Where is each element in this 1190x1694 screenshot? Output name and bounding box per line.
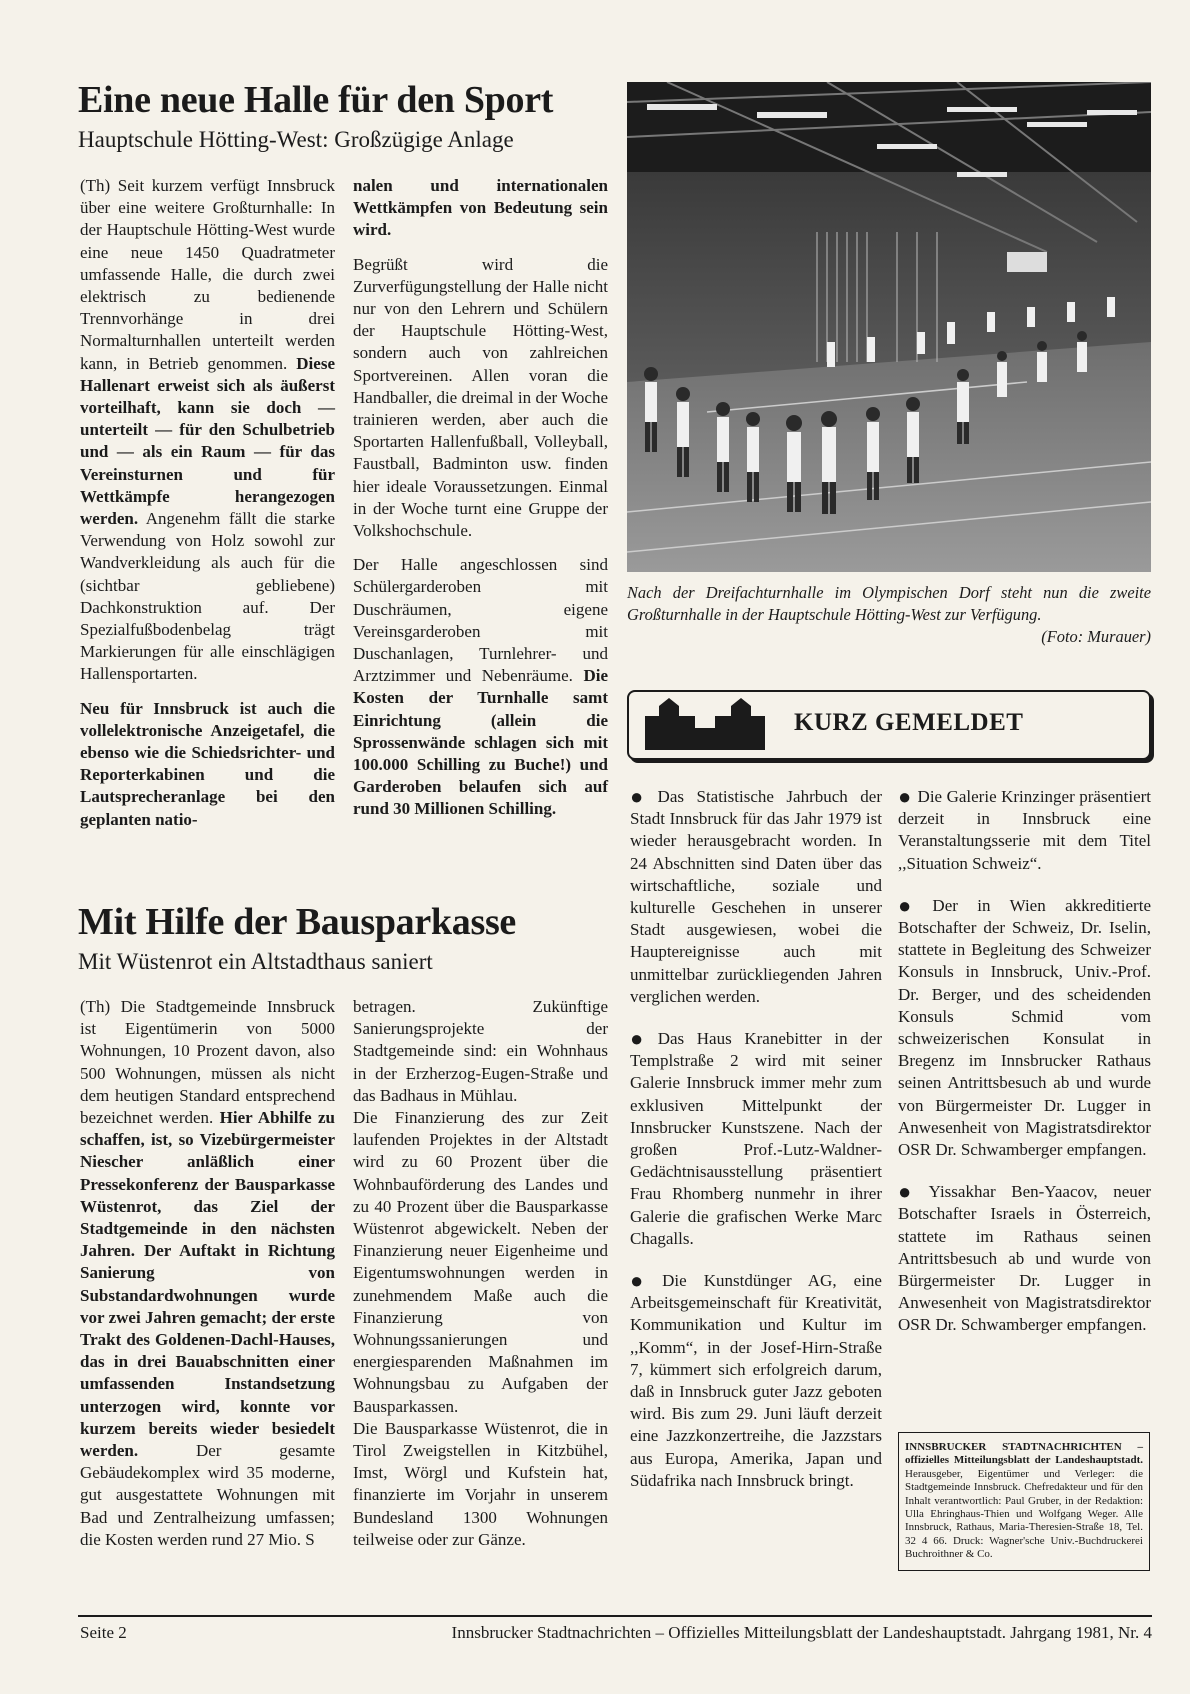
photo-caption bbox=[627, 582, 1151, 648]
article1-bold-text: nalen und internationalen Wettkämpfen von Bedeutung sein wird. bbox=[353, 176, 608, 240]
bullet-icon: ● bbox=[630, 1268, 657, 1294]
scoreboard-icon bbox=[1007, 252, 1047, 272]
article2-column-1 bbox=[80, 996, 335, 1563]
news-item-text: Das Haus Kranebitter in der Templstraße 2 wird mit seiner Galerie Innsbruck immer mehr zum exklusiven Mittelpunkt der Innsbrucker Kunstszene. Nach der großen Prof.-Lutz-Waldner-Gedächtnisausstellung präsentiert Frau Rhomberg nunmehr in ihrer Galerie die grafischen Werke Marc Chagalls. bbox=[630, 1029, 882, 1248]
article1-paragraph: Begrüßt wird die Zurverfügungstellung der Halle nicht nur von den Lehrern und Schülern der Hauptschule Hötting-West, sondern auch von zahlreichen Sportvereinen. Allen voran die Handballer, die dreimal in der Woche trainieren werden, aber auch die Sportarten Hallenfußball, Volleyball, Faustball, Badminton usw. finden hier ideale Voraussetzungen. Einmal in der Woche turnt eine Gruppe der Volkshochschule. bbox=[353, 254, 608, 541]
news-item-text: Die Galerie Krinzinger präsentiert derzeit in Innsbruck eine Veranstaltungsserie mit dem Titel ,,Situation Schweiz“. bbox=[898, 787, 1151, 873]
impressum-title: INNSBRUCKER STADTNACHRICHTEN – offizielles Mitteilungsblatt der Landeshauptstadt. bbox=[905, 1441, 1143, 1467]
article1-header bbox=[78, 78, 638, 154]
footer-masthead: Innsbrucker Stadtnachrichten – Offizielles Mitteilungsblatt der Landeshauptstadt. Jahrgang 1981, Nr. 4 bbox=[451, 1623, 1152, 1642]
article2-paragraph: Die Finanzierung des zur Zeit laufenden Projektes in der Altstadt wird zu 60 Prozent über die Wohnbauförderung des Landes und zu 40 Prozent über die Bausparkasse Wüstenrot abgewickelt. Neben der Finanzierung neuer Eigenheime und Eigentumswohnungen werden in zunehmendem Maße auch die Finanzierung von Wohnungssanierungen und energiesparenden Maßnahmen im Wohnungsbau zu Aufgaben der Bausparkassen. bbox=[353, 1108, 608, 1416]
news-item-text: Yissakhar Ben-Yaacov, neuer Botschafter Israels in Österreich, stattete im Rathaus seinen Antrittsbesuch ab und wurde von Bürgermeister Dr. Lugger in Anwesenheit von Magistratsdirektor OSR Dr. Schwamberger empfangen. bbox=[898, 1182, 1151, 1335]
article1-paragraph bbox=[80, 175, 335, 686]
article1-column-1 bbox=[80, 175, 335, 843]
article2-paragraph: Die Bausparkasse Wüstenrot, die in Tirol Zweigstellen in Kitzbühel, Imst, Wörgl und Kufstein hat, finanzierte im Vorjahr in unserem Bundesland 1300 Wohnungen teilweise oder zur Gänze. bbox=[353, 1418, 608, 1549]
impressum-box bbox=[898, 1432, 1150, 1571]
photo-caption-text: Nach der Dreifachturnhalle im Olympischen Dorf steht nun die zweite Großturnhalle in der Hauptschule Hötting-West zur Verfügung. bbox=[627, 583, 1151, 624]
article2-paragraph bbox=[80, 996, 335, 1551]
bullet-icon: ● bbox=[898, 1179, 923, 1205]
kurz-column-right bbox=[898, 786, 1151, 1357]
article1-bold-text: Die Kosten der Turnhalle samt Einrichtung (allein die Sprossenwände schlagen sich mit 100.000 Schilling zu Buche!) und Garderoben belaufen sich auf rund 30 Millionen Schilling. bbox=[353, 666, 608, 819]
article1-paragraph bbox=[80, 698, 335, 831]
bullet-icon: ● bbox=[898, 784, 912, 809]
gym-photo bbox=[627, 82, 1151, 572]
article1-bold-text: Diese Hallenart erweist sich als äußerst vorteilhaft, kann sie doch — unterteilt — für den Schulbetrieb und — als ein Raum — für das Vereinsturnen und für Wettkämpfe herangezogen werden. bbox=[80, 353, 335, 529]
news-item bbox=[898, 1181, 1151, 1336]
news-item-text: Die Kunstdünger AG, eine Arbeitsgemeinschaft für Kreativität, Kommunikation und Kultur im ,,Komm“, in der Josef-Hirn-Straße 7, kümmert sich erfolgreich darum, daß in Innsbruck guter Jazz geboten wird. Bis zum 29. Juni läuft derzeit eine Jazzkonzertreihe, die Jazzstars aus Europa, Amerika, Japan und Südafrika nach Innsbruck bringt. bbox=[630, 1271, 882, 1490]
article2-text: (Th) Die Stadtgemeinde Innsbruck ist Eigentümerin von 5000 Wohnungen, 10 Prozent davon, also 500 Wohnungen, müssen als nicht dem heutigen Standard entsprechend bezeichnet werden. bbox=[80, 997, 335, 1128]
footer-rule bbox=[78, 1615, 1152, 1617]
article2-text: Der gesamte Gebäudekomplex wird 35 moderne, gut ausgestattete Wohnungen mit Bad und Zentralheizung umfassen; die Kosten werden rund 27 Mio. S bbox=[80, 1441, 336, 1549]
article2-bold-text: Hier Abhilfe zu schaffen, ist, so Vizebürgermeister Niescher anläßlich einer Pressekonferenz der Bausparkasse Wüstenrot, das Ziel der Stadtgemeinde in den nächsten Jahren. Der Auftakt in Richtung Sanierung von Substandardwohnungen wurde vor zwei Jahren gemacht; der erste Trakt des Goldenen-Dachl-Hauses, das in drei Bauabschnitten einer umfassenden Instandsetzung unterzogen wird, konnte vor kurzem bereits wieder besiedelt werden. bbox=[80, 1108, 336, 1461]
news-item bbox=[898, 892, 1151, 1161]
article2-paragraph: betragen. Zukünftige Sanierungsprojekte der Stadtgemeinde sind: ein Wohnhaus in der Erzherzog-Eugen-Straße und das Badhaus in Mühlau. bbox=[353, 997, 608, 1105]
news-item bbox=[630, 1270, 882, 1492]
news-item bbox=[630, 1028, 882, 1250]
news-item-text: Der in Wien akkreditierte Botschafter der Schweiz, Dr. Iselin, stattete in Begleitung des Schweizer Konsuls in Innsbruck, Univ.-Prof. Dr. Berger, und des scheidenden Konsuls Schmid vom schweizerischen Konsulat in Bregenz im Innsbrucker Rathaus seinen Antrittsbesuch ab und wurde von Bürgermeister Dr. Lugger in Anwesenheit von Magistratsdirektor OSR Dr. Schwamberger empfangen. bbox=[898, 895, 1151, 1160]
article1-text: Angenehm fällt die starke Verwendung von Holz sowohl zur Wandverkleidung als auch für die (sichtbar gebliebene) Dachkonstruktion auf. Der Spezialfußbodenbelag trägt Markierungen für alle einschlägigen Hallensportarten. bbox=[80, 509, 336, 684]
article1-paragraph bbox=[353, 175, 608, 242]
bullet-icon: ● bbox=[630, 784, 652, 809]
kurz-gemeldet-header bbox=[627, 690, 1151, 760]
article1-text: (Th) Seit kurzem verfügt Innsbruck über eine weitere Großturnhalle: In der Hauptschule Hötting-West wurde eine neue 1450 Quadratmeter umfassende Halle, die durch zwei elektrisch zu bedienende Trennvorhänge in drei Normalturnhallen unterteilt werden kann, in Betrieb genommen. bbox=[80, 176, 335, 373]
article1-column-2 bbox=[353, 175, 608, 833]
article1-subtitle: Hauptschule Hötting-West: Großzügige Anlage bbox=[78, 127, 514, 152]
article2-title: Mit Hilfe der Bausparkasse bbox=[78, 901, 516, 943]
impressum-text: Herausgeber, Eigentümer und Verleger: die Stadtgemeinde Innsbruck. Chefredakteur und für den Inhalt verantwortlich: Paul Gruber, in der Redaktion: Ulla Ehringhaus-Thien und Wolfgang Weger. Alle Innsbruck, Rathaus, Maria-Theresien-Straße 18, Tel. 32 4 66. Druck: Wagner'sche Univ.-Buchdruckerei Buchroithner & Co. bbox=[905, 1467, 1143, 1561]
article2-subtitle: Mit Wüstenrot ein Altstadthaus saniert bbox=[78, 949, 433, 974]
kurz-column-left bbox=[630, 786, 882, 1512]
article1-text: Der Halle angeschlossen sind Schülergarderoben mit Duschräumen, eigene Vereinsgarderoben mit Duschanlagen, Turnlehrer- und Arztzimmer und Nebenräume. bbox=[353, 555, 608, 686]
bullet-icon: ● bbox=[630, 1026, 652, 1052]
news-item-text: Das Statistische Jahrbuch der Stadt Innsbruck für das Jahr 1979 ist wieder herausgebracht worden. In 24 Abschnitten sind Daten über das wirtschaftliche, soziale und kulturelle Geschehen in unserer Stadt ausgewiesen, wobei die Hauptereignisse auch mit unmittelbar zurückliegenden Jahren verglichen werden. bbox=[630, 787, 882, 1006]
photo-credit: (Foto: Murauer) bbox=[1041, 627, 1151, 646]
news-logo-icon bbox=[645, 698, 765, 750]
bullet-icon: ● bbox=[898, 892, 927, 918]
article1-paragraph bbox=[353, 554, 608, 820]
article2-header bbox=[78, 900, 638, 976]
news-item bbox=[630, 786, 882, 1008]
gym-photo-illustration bbox=[627, 82, 1151, 572]
news-item bbox=[898, 786, 1151, 875]
article1-bold-text: Neu für Innsbruck ist auch die vollelektronische Anzeigetafel, die ebenso wie die Schiedsrichter- und Reporterkabinen und die Lautsprecheranlage bei den geplanten natio- bbox=[80, 698, 335, 829]
article2-column-2 bbox=[353, 996, 608, 1563]
article1-title: Eine neue Halle für den Sport bbox=[78, 79, 554, 121]
kurz-gemeldet-title: KURZ GEMELDET bbox=[794, 709, 1024, 736]
footer-page-number: Seite 2 bbox=[80, 1623, 127, 1642]
